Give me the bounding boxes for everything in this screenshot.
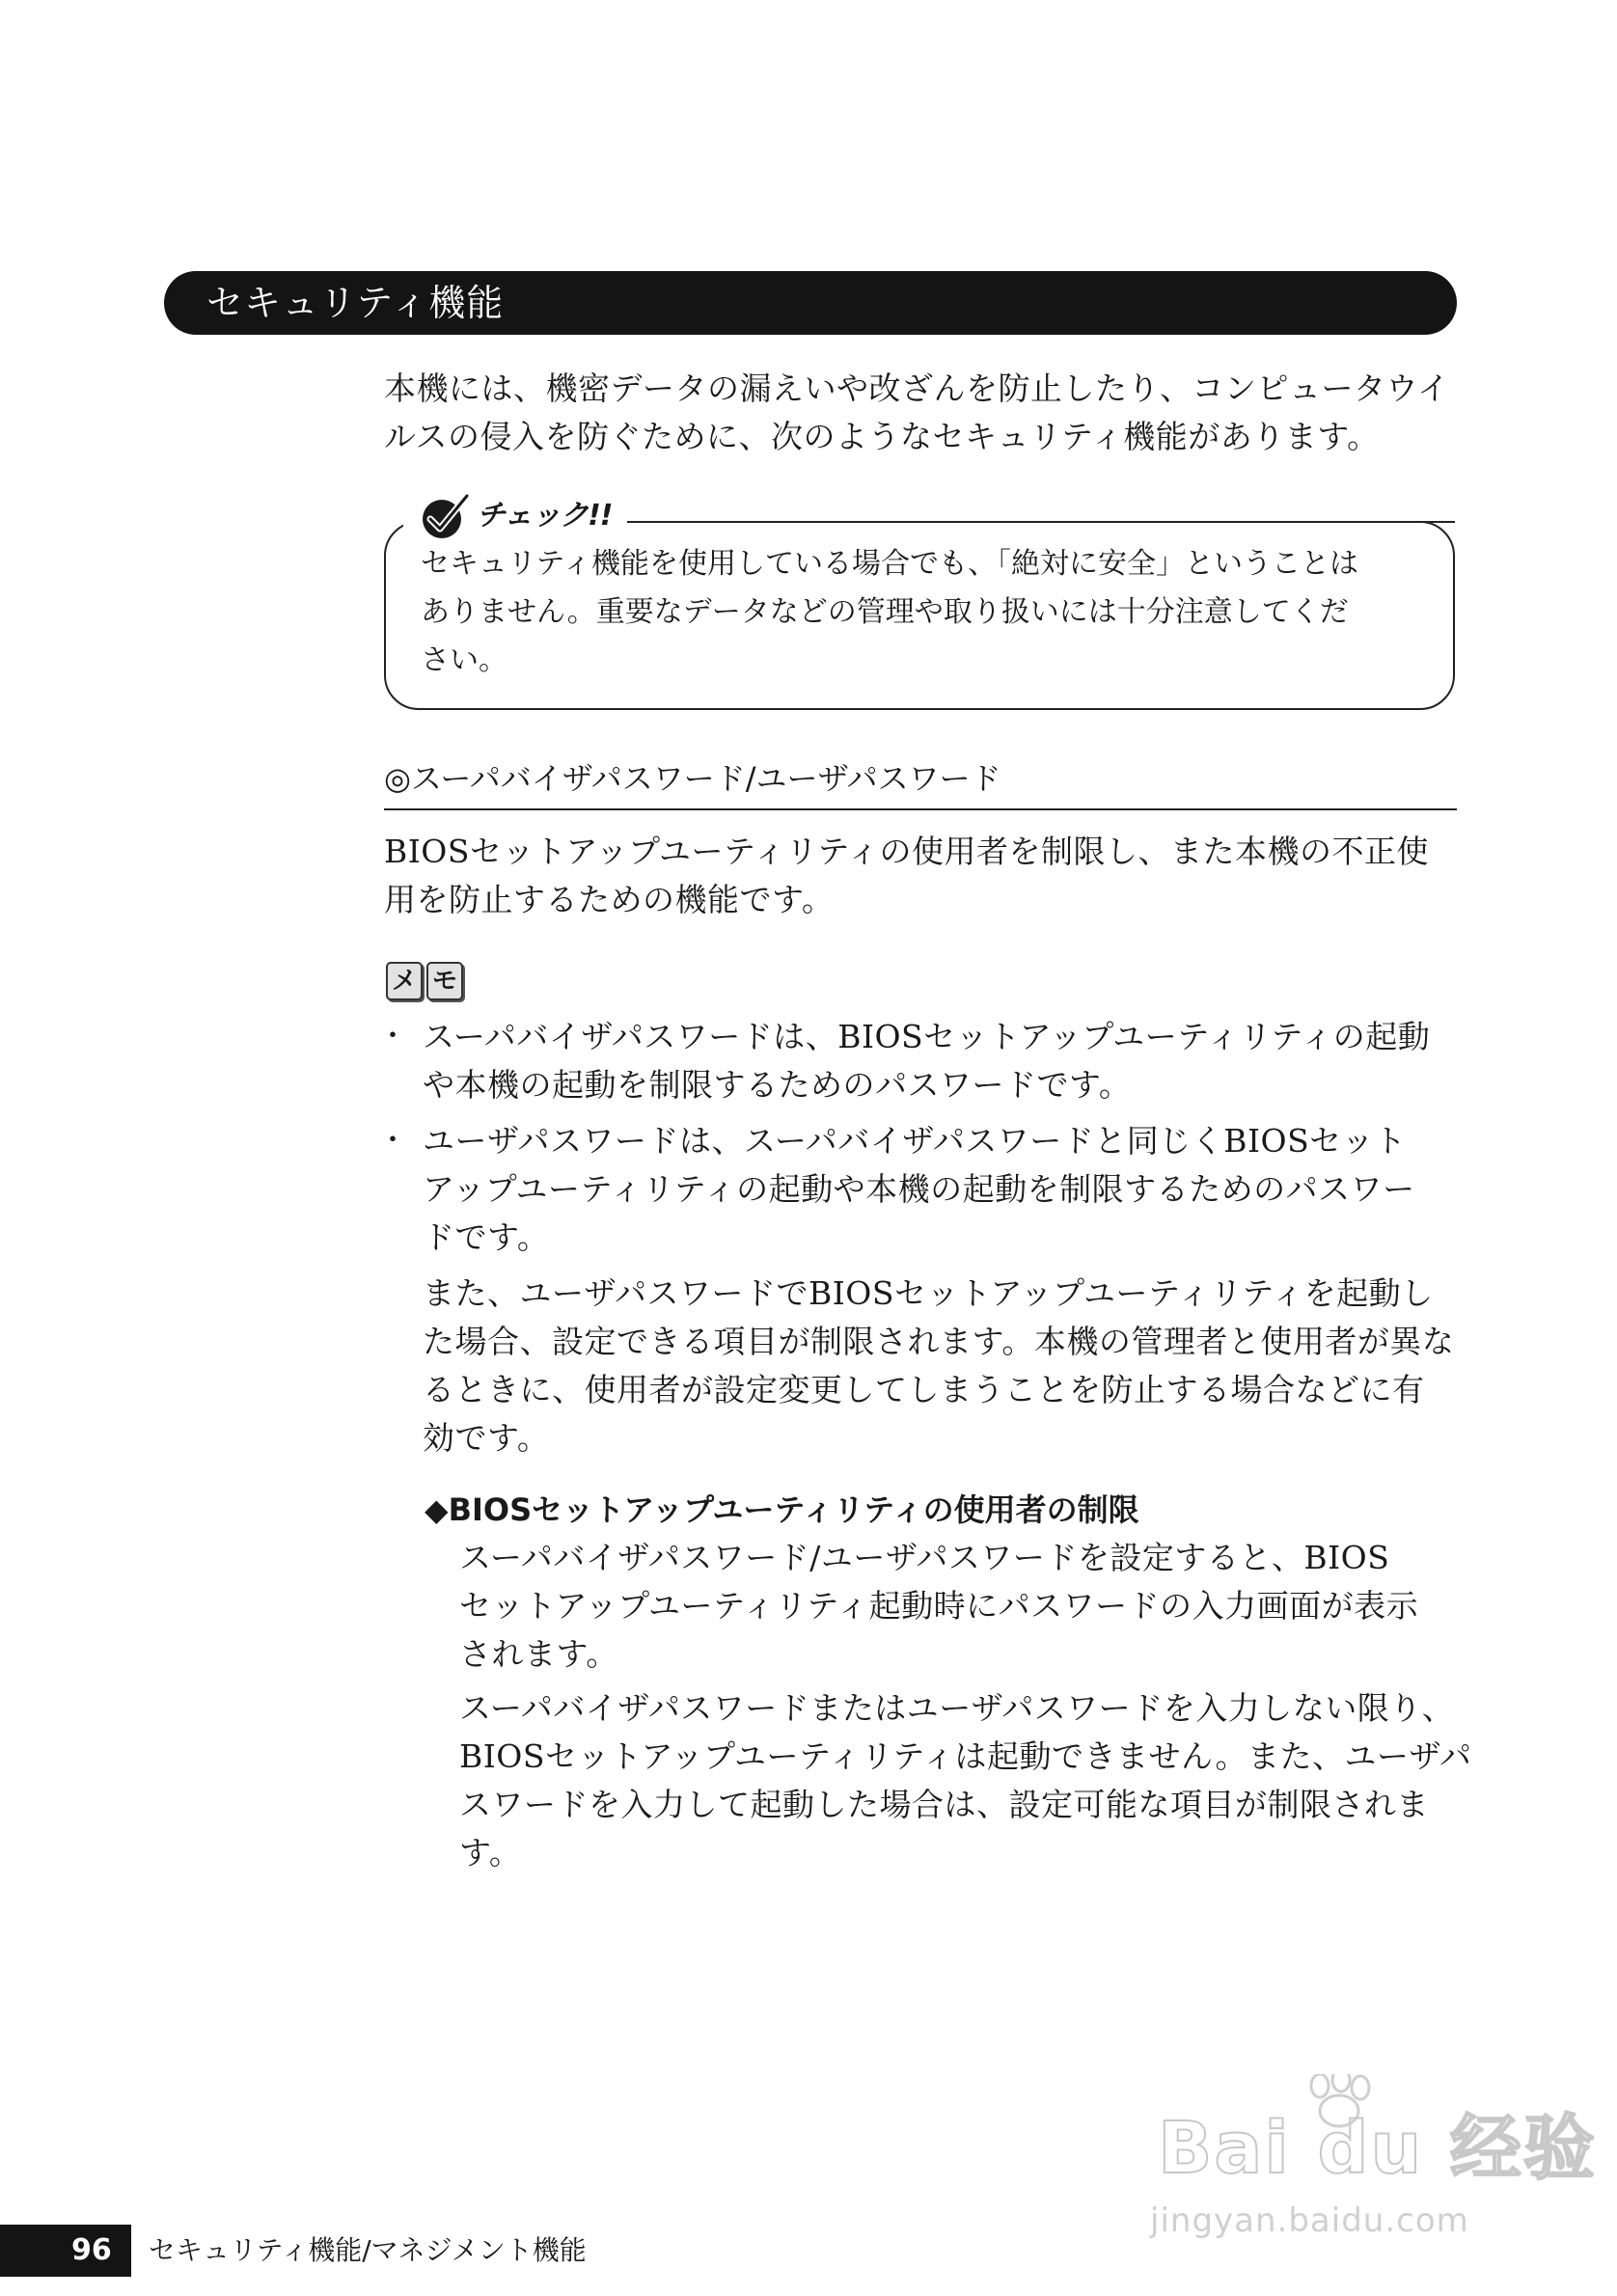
subsection-line-2: 用を防止するための機能です。 (384, 881, 835, 918)
bios-restriction-heading: ◆BIOSセットアップユーティリティの使用者の制限 (425, 1491, 1139, 1528)
bios-p2-line-3: スワードを入力して起動した場合は、設定可能な項目が制限されま (459, 1786, 1429, 1823)
subsection-rule (384, 808, 1457, 810)
subsection-heading: ◎スーパバイザパスワード/ユーザパスワード (384, 760, 1001, 797)
memo-chip-me: メ (386, 962, 423, 1000)
check-text (421, 540, 1434, 685)
page-number: 96 (71, 2233, 112, 2267)
bios-p1-line-1: スーパバイザパスワード/ユーザパスワードを設定すると、BIOS (459, 1539, 1390, 1576)
watermark-logo-text: Bai du 经验 (1158, 2107, 1597, 2190)
check-line-3: さい。 (421, 643, 507, 677)
bullet-2-line-5: た場合、設定できる項目が制限されます。本機の管理者と使用者が異な (423, 1323, 1455, 1360)
intro-line-1: 本機には、機密データの漏えいや改ざんを防止したり、コンピュータウイ (384, 369, 1450, 407)
bullet-marker: ・ (378, 1020, 407, 1053)
bios-p1-line-2: セットアップユーティリティ起動時にパスワードの入力画面が表示 (459, 1587, 1419, 1625)
watermark-url: jingyan.baidu.com (1150, 2201, 1469, 2240)
bullet-marker: ・ (378, 1124, 407, 1158)
check-line-2: ありません。重要なデータなどの管理や取り扱いには十分注意してくだ (421, 595, 1349, 629)
footer-chapter-title: セキュリティ機能/マネジメント機能 (149, 2234, 587, 2266)
bullet-1-line-2: や本機の起動を制限するためのパスワードです。 (423, 1066, 1132, 1104)
bios-p2-line-4: す。 (459, 1834, 522, 1872)
section-title: セキュリティ機能 (206, 282, 505, 324)
check-label: チェック!! (477, 499, 613, 533)
check-callout-rule (617, 521, 1455, 523)
bullet-2-line-3: ドです。 (423, 1218, 550, 1256)
subsection-line-1: BIOSセットアップユーティリティの使用者を制限し、また本機の不正使 (384, 833, 1430, 870)
bullet-2-line-6: るときに、使用者が設定変更してしまうことを防止する場合などに有 (423, 1371, 1425, 1408)
bullet-2-line-2: アップユーティリティの起動や本機の起動を制限するためのパスワー (423, 1170, 1415, 1208)
bios-p1-line-3: されます。 (459, 1635, 618, 1673)
check-line-1: セキュリティ機能を使用している場合でも、「絶対に安全」ということは (421, 547, 1358, 581)
bullet-1-line-1: スーパバイザパスワードは、BIOSセットアップユーティリティの起動 (423, 1018, 1431, 1055)
bios-p2-line-1: スーパバイザパスワードまたはユーザパスワードを入力しない限り、 (459, 1689, 1455, 1727)
memo-chip-mo: モ (426, 962, 463, 1000)
bullet-2-line-7: 効です。 (423, 1419, 550, 1457)
bullet-2-line-4: また、ユーザパスワードでBIOSセットアップユーティリティを起動し (423, 1274, 1434, 1312)
checkmark-icon (417, 490, 475, 544)
bios-p2-line-2: BIOSセットアップユーティリティは起動できません。また、ユーザパ (459, 1737, 1472, 1775)
bullet-2-line-1: ユーザパスワードは、スーパバイザパスワードと同じくBIOSセット (423, 1122, 1407, 1160)
intro-line-2: ルスの侵入を防ぐために、次のようなセキュリティ機能があります。 (384, 418, 1380, 455)
